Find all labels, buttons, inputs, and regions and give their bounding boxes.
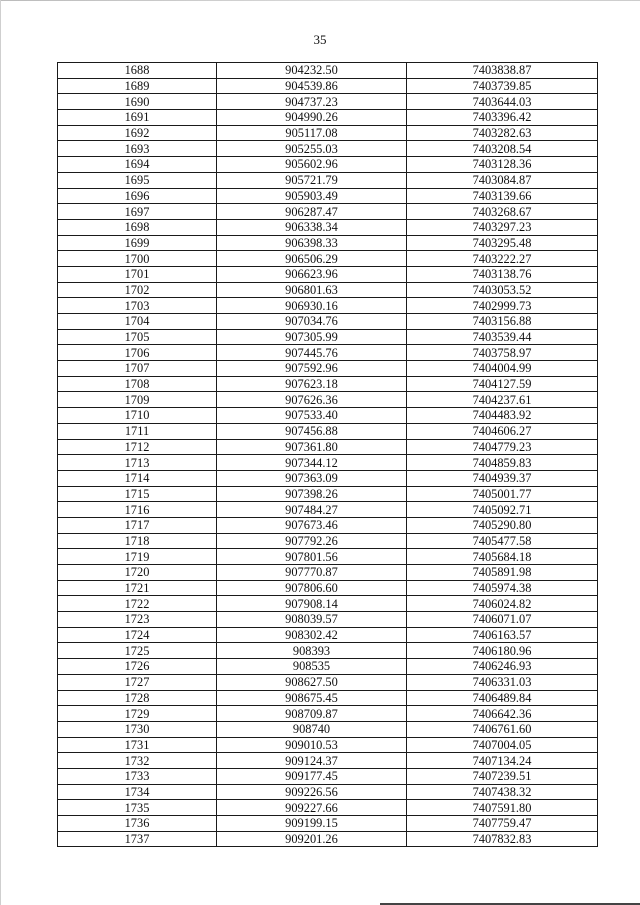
table-row — [58, 627, 598, 643]
y-coordinate-cell: 7407134.24 — [407, 753, 598, 769]
y-coordinate-cell: 7404237.61 — [407, 392, 598, 408]
y-coordinate-cell: 7403297.23 — [407, 219, 598, 235]
x-coordinate-cell: 907673.46 — [217, 517, 407, 533]
table-row — [58, 831, 598, 847]
x-coordinate-cell: 907592.96 — [217, 361, 407, 377]
y-coordinate-cell: 7403156.88 — [407, 314, 598, 330]
y-coordinate-cell: 7403282.63 — [407, 125, 598, 141]
x-coordinate-cell: 908627.50 — [217, 674, 407, 690]
point-number-cell: 1734 — [58, 784, 217, 800]
table-row — [58, 188, 598, 204]
point-number-cell: 1691 — [58, 110, 217, 126]
y-coordinate-cell: 7406489.84 — [407, 690, 598, 706]
point-number-cell: 1736 — [58, 816, 217, 832]
x-coordinate-cell: 909226.56 — [217, 784, 407, 800]
table-row — [58, 219, 598, 235]
y-coordinate-cell: 7404483.92 — [407, 408, 598, 424]
x-coordinate-cell: 907305.99 — [217, 329, 407, 345]
table-row — [58, 784, 598, 800]
y-coordinate-cell: 7403295.48 — [407, 235, 598, 251]
x-coordinate-cell: 907623.18 — [217, 376, 407, 392]
point-number-cell: 1701 — [58, 266, 217, 282]
point-number-cell: 1689 — [58, 78, 217, 94]
x-coordinate-cell: 907806.60 — [217, 580, 407, 596]
y-coordinate-cell: 7403222.27 — [407, 251, 598, 267]
x-coordinate-cell: 907445.76 — [217, 345, 407, 361]
point-number-cell: 1703 — [58, 298, 217, 314]
y-coordinate-cell: 7404939.37 — [407, 470, 598, 486]
point-number-cell: 1733 — [58, 768, 217, 784]
point-number-cell: 1716 — [58, 502, 217, 518]
x-coordinate-cell: 908302.42 — [217, 627, 407, 643]
y-coordinate-cell: 7406642.36 — [407, 706, 598, 722]
x-coordinate-cell: 905602.96 — [217, 157, 407, 173]
y-coordinate-cell: 7404004.99 — [407, 361, 598, 377]
table-row — [58, 423, 598, 439]
y-coordinate-cell: 7403268.67 — [407, 204, 598, 220]
point-number-cell: 1718 — [58, 533, 217, 549]
y-coordinate-cell: 7404127.59 — [407, 376, 598, 392]
y-coordinate-cell: 7404859.83 — [407, 455, 598, 471]
point-number-cell: 1702 — [58, 282, 217, 298]
x-coordinate-cell: 904737.23 — [217, 94, 407, 110]
x-coordinate-cell: 904232.50 — [217, 63, 407, 79]
y-coordinate-cell: 7405684.18 — [407, 549, 598, 565]
point-number-cell: 1709 — [58, 392, 217, 408]
point-number-cell: 1707 — [58, 361, 217, 377]
table-row — [58, 580, 598, 596]
x-coordinate-cell: 907908.14 — [217, 596, 407, 612]
point-number-cell: 1710 — [58, 408, 217, 424]
coordinates-table-body — [58, 63, 598, 847]
x-coordinate-cell: 906506.29 — [217, 251, 407, 267]
point-number-cell: 1696 — [58, 188, 217, 204]
table-row — [58, 251, 598, 267]
table-row — [58, 78, 598, 94]
x-coordinate-cell: 906338.34 — [217, 219, 407, 235]
table-row — [58, 392, 598, 408]
table-row — [58, 125, 598, 141]
x-coordinate-cell: 905117.08 — [217, 125, 407, 141]
table-row — [58, 141, 598, 157]
point-number-cell: 1692 — [58, 125, 217, 141]
y-coordinate-cell: 7404606.27 — [407, 423, 598, 439]
table-row — [58, 517, 598, 533]
x-coordinate-cell: 909201.26 — [217, 831, 407, 847]
y-coordinate-cell: 7407438.32 — [407, 784, 598, 800]
x-coordinate-cell: 908740 — [217, 721, 407, 737]
point-number-cell: 1700 — [58, 251, 217, 267]
x-coordinate-cell: 906623.96 — [217, 266, 407, 282]
point-number-cell: 1721 — [58, 580, 217, 596]
x-coordinate-cell: 909177.45 — [217, 768, 407, 784]
point-number-cell: 1730 — [58, 721, 217, 737]
table-row — [58, 737, 598, 753]
x-coordinate-cell: 906287.47 — [217, 204, 407, 220]
point-number-cell: 1719 — [58, 549, 217, 565]
y-coordinate-cell: 7406163.57 — [407, 627, 598, 643]
y-coordinate-cell: 7407759.47 — [407, 816, 598, 832]
table-row — [58, 408, 598, 424]
x-coordinate-cell: 907533.40 — [217, 408, 407, 424]
y-coordinate-cell: 7405001.77 — [407, 486, 598, 502]
table-row — [58, 361, 598, 377]
table-row — [58, 753, 598, 769]
table-row — [58, 157, 598, 173]
table-row — [58, 721, 598, 737]
point-number-cell: 1704 — [58, 314, 217, 330]
table-row — [58, 706, 598, 722]
point-number-cell: 1729 — [58, 706, 217, 722]
y-coordinate-cell: 7404779.23 — [407, 439, 598, 455]
table-row — [58, 800, 598, 816]
point-number-cell: 1708 — [58, 376, 217, 392]
y-coordinate-cell: 7406180.96 — [407, 643, 598, 659]
x-coordinate-cell: 909227.66 — [217, 800, 407, 816]
table-row — [58, 204, 598, 220]
x-coordinate-cell: 907034.76 — [217, 314, 407, 330]
point-number-cell: 1728 — [58, 690, 217, 706]
point-number-cell: 1722 — [58, 596, 217, 612]
y-coordinate-cell: 7403138.76 — [407, 266, 598, 282]
table-row — [58, 486, 598, 502]
y-coordinate-cell: 7406071.07 — [407, 612, 598, 628]
x-coordinate-cell: 907770.87 — [217, 565, 407, 581]
x-coordinate-cell: 906398.33 — [217, 235, 407, 251]
table-row — [58, 282, 598, 298]
table-row — [58, 643, 598, 659]
point-number-cell: 1690 — [58, 94, 217, 110]
x-coordinate-cell: 908535 — [217, 659, 407, 675]
x-coordinate-cell: 905721.79 — [217, 172, 407, 188]
point-number-cell: 1693 — [58, 141, 217, 157]
table-row — [58, 235, 598, 251]
table-row — [58, 690, 598, 706]
y-coordinate-cell: 7402999.73 — [407, 298, 598, 314]
table-row — [58, 439, 598, 455]
table-row — [58, 659, 598, 675]
point-number-cell: 1697 — [58, 204, 217, 220]
x-coordinate-cell: 905255.03 — [217, 141, 407, 157]
y-coordinate-cell: 7406331.03 — [407, 674, 598, 690]
y-coordinate-cell: 7406024.82 — [407, 596, 598, 612]
x-coordinate-cell: 907792.26 — [217, 533, 407, 549]
point-number-cell: 1711 — [58, 423, 217, 439]
x-coordinate-cell: 905903.49 — [217, 188, 407, 204]
y-coordinate-cell: 7405974.38 — [407, 580, 598, 596]
point-number-cell: 1731 — [58, 737, 217, 753]
point-number-cell: 1720 — [58, 565, 217, 581]
coordinates-table — [57, 62, 598, 847]
x-coordinate-cell: 908039.57 — [217, 612, 407, 628]
y-coordinate-cell: 7406761.60 — [407, 721, 598, 737]
point-number-cell: 1724 — [58, 627, 217, 643]
point-number-cell: 1723 — [58, 612, 217, 628]
x-coordinate-cell: 909010.53 — [217, 737, 407, 753]
x-coordinate-cell: 907456.88 — [217, 423, 407, 439]
point-number-cell: 1725 — [58, 643, 217, 659]
table-row — [58, 94, 598, 110]
y-coordinate-cell: 7403539.44 — [407, 329, 598, 345]
x-coordinate-cell: 906930.16 — [217, 298, 407, 314]
point-number-cell: 1714 — [58, 470, 217, 486]
point-number-cell: 1726 — [58, 659, 217, 675]
point-number-cell: 1705 — [58, 329, 217, 345]
point-number-cell: 1727 — [58, 674, 217, 690]
table-row — [58, 314, 598, 330]
table-row — [58, 768, 598, 784]
x-coordinate-cell: 907801.56 — [217, 549, 407, 565]
y-coordinate-cell: 7407239.51 — [407, 768, 598, 784]
y-coordinate-cell: 7403758.97 — [407, 345, 598, 361]
x-coordinate-cell: 907363.09 — [217, 470, 407, 486]
point-number-cell: 1694 — [58, 157, 217, 173]
point-number-cell: 1735 — [58, 800, 217, 816]
scan-edge-top — [0, 0, 640, 1]
y-coordinate-cell: 7403084.87 — [407, 172, 598, 188]
y-coordinate-cell: 7405092.71 — [407, 502, 598, 518]
table-row — [58, 376, 598, 392]
y-coordinate-cell: 7405477.58 — [407, 533, 598, 549]
table-row — [58, 816, 598, 832]
point-number-cell: 1688 — [58, 63, 217, 79]
x-coordinate-cell: 907361.80 — [217, 439, 407, 455]
y-coordinate-cell: 7407004.05 — [407, 737, 598, 753]
point-number-cell: 1732 — [58, 753, 217, 769]
y-coordinate-cell: 7403128.36 — [407, 157, 598, 173]
y-coordinate-cell: 7403208.54 — [407, 141, 598, 157]
x-coordinate-cell: 909199.15 — [217, 816, 407, 832]
table-row — [58, 470, 598, 486]
table-row — [58, 596, 598, 612]
point-number-cell: 1717 — [58, 517, 217, 533]
x-coordinate-cell: 907626.36 — [217, 392, 407, 408]
table-row — [58, 266, 598, 282]
x-coordinate-cell: 904539.86 — [217, 78, 407, 94]
point-number-cell: 1706 — [58, 345, 217, 361]
y-coordinate-cell: 7403396.42 — [407, 110, 598, 126]
table-row — [58, 345, 598, 361]
table-row — [58, 63, 598, 79]
x-coordinate-cell: 908393 — [217, 643, 407, 659]
table-row — [58, 674, 598, 690]
x-coordinate-cell: 909124.37 — [217, 753, 407, 769]
y-coordinate-cell: 7407591.80 — [407, 800, 598, 816]
table-row — [58, 533, 598, 549]
table-row — [58, 298, 598, 314]
y-coordinate-cell: 7405891.98 — [407, 565, 598, 581]
point-number-cell: 1695 — [58, 172, 217, 188]
point-number-cell: 1712 — [58, 439, 217, 455]
y-coordinate-cell: 7407832.83 — [407, 831, 598, 847]
scan-edge-left — [0, 0, 1, 905]
y-coordinate-cell: 7403739.85 — [407, 78, 598, 94]
table-row — [58, 329, 598, 345]
y-coordinate-cell: 7406246.93 — [407, 659, 598, 675]
y-coordinate-cell: 7403838.87 — [407, 63, 598, 79]
table-row — [58, 455, 598, 471]
table-row — [58, 110, 598, 126]
table-row — [58, 502, 598, 518]
point-number-cell: 1713 — [58, 455, 217, 471]
x-coordinate-cell: 907398.26 — [217, 486, 407, 502]
x-coordinate-cell: 906801.63 — [217, 282, 407, 298]
table-row — [58, 549, 598, 565]
x-coordinate-cell: 908675.45 — [217, 690, 407, 706]
x-coordinate-cell: 908709.87 — [217, 706, 407, 722]
x-coordinate-cell: 907344.12 — [217, 455, 407, 471]
point-number-cell: 1698 — [58, 219, 217, 235]
table-row — [58, 172, 598, 188]
y-coordinate-cell: 7403053.52 — [407, 282, 598, 298]
point-number-cell: 1715 — [58, 486, 217, 502]
y-coordinate-cell: 7403139.66 — [407, 188, 598, 204]
page-number: 35 — [313, 32, 327, 47]
table-row — [58, 612, 598, 628]
point-number-cell: 1699 — [58, 235, 217, 251]
x-coordinate-cell: 904990.26 — [217, 110, 407, 126]
y-coordinate-cell: 7403644.03 — [407, 94, 598, 110]
table-row — [58, 565, 598, 581]
y-coordinate-cell: 7405290.80 — [407, 517, 598, 533]
x-coordinate-cell: 907484.27 — [217, 502, 407, 518]
point-number-cell: 1737 — [58, 831, 217, 847]
